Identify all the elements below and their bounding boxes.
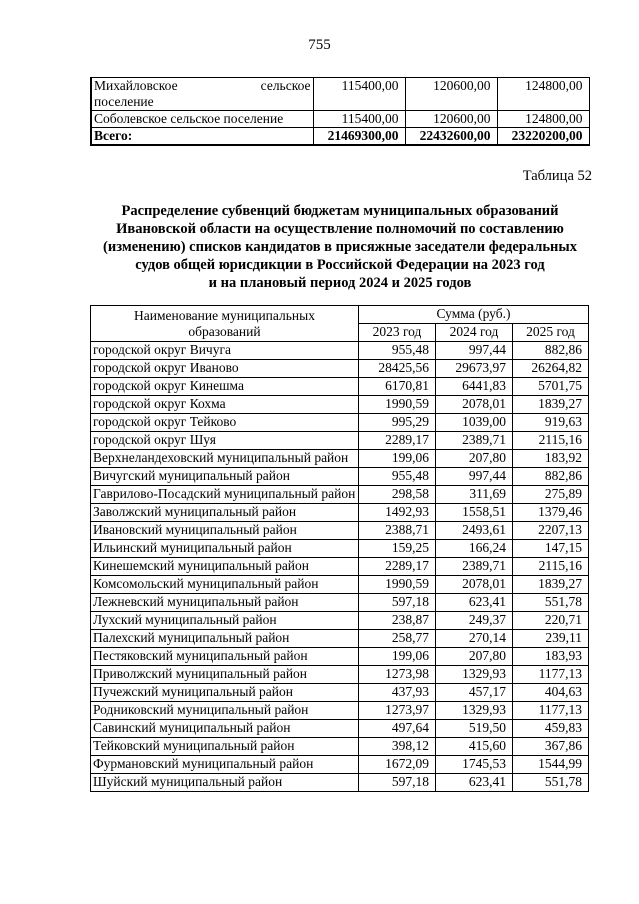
value-cell: 997,44 [436,342,513,360]
row-name-cell: Родниковский муниципальный район [91,702,359,720]
value-cell: 437,93 [359,684,436,702]
row-name-cell: городской округ Иваново [91,360,359,378]
header-name-cell [91,306,359,342]
row-name-cell: Приволжский муниципальный район [91,666,359,684]
value-cell: 551,78 [513,594,589,612]
value-cell: 497,64 [359,720,436,738]
table-row [91,738,589,756]
table-row [91,594,589,612]
table-row [91,702,589,720]
value-cell: 1039,00 [436,414,513,432]
value-cell: 398,12 [359,738,436,756]
table-row [91,504,589,522]
value-cell: 147,15 [513,540,589,558]
row-name-cell: Лухский муниципальный район [91,612,359,630]
value-cell: 6441,83 [436,378,513,396]
value-cell: 239,11 [513,630,589,648]
value-cell: 22432600,00 [405,128,497,146]
header-name-line: Наименование муниципальных [134,307,315,323]
table-row [91,432,589,450]
header-row [91,306,589,324]
value-cell: 919,63 [513,414,589,432]
row-name-cell: Ильинский муниципальный район [91,540,359,558]
value-cell: 207,80 [436,648,513,666]
value-cell: 238,87 [359,612,436,630]
year-cell: 2025 год [513,324,589,342]
row-name-cell: Пучежский муниципальный район [91,684,359,702]
value-cell: 298,58 [359,486,436,504]
value-cell: 23220200,00 [497,128,589,146]
value-cell: 2115,16 [513,432,589,450]
value-cell: 258,77 [359,630,436,648]
row-name-cell: Кинешемский муниципальный район [91,558,359,576]
value-cell: 2207,13 [513,522,589,540]
value-cell: 1990,59 [359,576,436,594]
value-cell: 1558,51 [436,504,513,522]
value-cell: 457,17 [436,684,513,702]
row-name-cell: Комсомольский муниципальный район [91,576,359,594]
page-number: 755 [308,37,331,53]
table-row [91,396,589,414]
value-cell: 597,18 [359,594,436,612]
value-cell: 5701,75 [513,378,589,396]
value-cell: 21469300,00 [313,128,405,146]
main-table [90,305,589,792]
value-cell: 29673,97 [436,360,513,378]
value-cell: 199,06 [359,450,436,468]
row-name-part: поселение [94,94,154,109]
table-row [91,450,589,468]
value-cell: 249,37 [436,612,513,630]
value-cell: 1492,93 [359,504,436,522]
table-row [91,612,589,630]
value-cell: 166,24 [436,540,513,558]
title-line: и на плановый период 2024 и 2025 годов [208,275,472,291]
year-cell: 2023 год [359,324,436,342]
row-name-cell: Соболевское сельское поселение [91,111,313,128]
title-line: судов общей юрисдикции в Российской Федерации на 2023 год [135,257,545,273]
row-name-cell: Палехский муниципальный район [91,630,359,648]
table-row [91,360,589,378]
table-row [91,558,589,576]
value-cell: 995,29 [359,414,436,432]
row-name-cell: городской округ Тейково [91,414,359,432]
table-row [91,486,589,504]
value-cell: 1839,27 [513,576,589,594]
row-name-cell: Шуйский муниципальный район [91,774,359,792]
value-cell: 1672,09 [359,756,436,774]
table-row [91,720,589,738]
table-title [80,202,600,292]
value-cell: 26264,82 [513,360,589,378]
value-cell: 519,50 [436,720,513,738]
value-cell: 415,60 [436,738,513,756]
value-cell: 955,48 [359,342,436,360]
value-cell: 6170,81 [359,378,436,396]
value-cell: 124800,00 [497,111,589,128]
row-name-cell: Пестяковский муниципальный район [91,648,359,666]
value-cell: 2493,61 [436,522,513,540]
value-cell: 2115,16 [513,558,589,576]
table-caption: Таблица 52 [522,168,592,184]
table-row [91,378,589,396]
value-cell: 367,86 [513,738,589,756]
value-cell: 955,48 [359,468,436,486]
value-cell: 404,63 [513,684,589,702]
row-name-cell: Тейковский муниципальный район [91,738,359,756]
value-cell: 597,18 [359,774,436,792]
row-name-cell: городской округ Кохма [91,396,359,414]
value-cell: 183,93 [513,648,589,666]
value-cell: 1273,98 [359,666,436,684]
value-cell: 270,14 [436,630,513,648]
value-cell: 1839,27 [513,396,589,414]
row-name-cell: городской округ Вичуга [91,342,359,360]
value-cell: 183,92 [513,450,589,468]
table-row [91,576,589,594]
row-name-cell: Всего: [91,128,313,146]
table-row [91,78,589,111]
value-cell: 159,25 [359,540,436,558]
value-cell: 2389,71 [436,558,513,576]
value-cell: 882,86 [513,342,589,360]
value-cell: 1379,46 [513,504,589,522]
title-line: Ивановской области на осуществление полномочий по составлению [116,221,564,237]
title-line: Распределение субвенций бюджетам муниципальных образований [121,203,559,219]
value-cell: 623,41 [436,774,513,792]
value-cell: 220,71 [513,612,589,630]
value-cell: 199,06 [359,648,436,666]
table-row [91,342,589,360]
value-cell: 2078,01 [436,576,513,594]
table-row [91,774,589,792]
value-cell: 1273,97 [359,702,436,720]
top-table [90,77,590,146]
value-cell: 459,83 [513,720,589,738]
table-row [91,630,589,648]
year-cell: 2024 год [436,324,513,342]
table-row [91,468,589,486]
row-name-cell: Лежневский муниципальный район [91,594,359,612]
total-row [91,128,589,146]
value-cell: 124800,00 [497,78,589,111]
title-line: (изменению) списков кандидатов в присяжные заседатели федеральных [103,239,577,255]
value-cell: 623,41 [436,594,513,612]
value-cell: 2289,17 [359,558,436,576]
row-name-cell: Верхнеландеховский муниципальный район [91,450,359,468]
row-name-cell: Гаврилово-Посадский муниципальный район [91,486,359,504]
value-cell: 120600,00 [405,111,497,128]
value-cell: 2389,71 [436,432,513,450]
row-name-cell [91,78,313,111]
value-cell: 115400,00 [313,111,405,128]
row-name-cell: городской округ Кинешма [91,378,359,396]
value-cell: 1544,99 [513,756,589,774]
value-cell: 1177,13 [513,666,589,684]
table-row [91,414,589,432]
table-row [91,648,589,666]
value-cell: 551,78 [513,774,589,792]
row-name-cell: Ивановский муниципальный район [91,522,359,540]
value-cell: 1329,93 [436,666,513,684]
table-row [91,684,589,702]
value-cell: 120600,00 [405,78,497,111]
value-cell: 115400,00 [313,78,405,111]
header-name-line: образований [188,323,261,339]
row-name-cell: Савинский муниципальный район [91,720,359,738]
row-name-cell: Вичугский муниципальный район [91,468,359,486]
row-name-part: сельское [260,78,311,93]
table-row [91,540,589,558]
value-cell: 2078,01 [436,396,513,414]
value-cell: 1745,53 [436,756,513,774]
value-cell: 207,80 [436,450,513,468]
value-cell: 2289,17 [359,432,436,450]
value-cell: 2388,71 [359,522,436,540]
value-cell: 882,86 [513,468,589,486]
value-cell: 1329,93 [436,702,513,720]
row-name-part: Михайловское [94,78,178,93]
value-cell: 1177,13 [513,702,589,720]
value-cell: 28425,56 [359,360,436,378]
value-cell: 275,89 [513,486,589,504]
row-name-cell: Фурмановский муниципальный район [91,756,359,774]
value-cell: 997,44 [436,468,513,486]
table-row [91,522,589,540]
table-row [91,666,589,684]
row-name-cell: Заволжский муниципальный район [91,504,359,522]
header-sum-cell: Сумма (руб.) [359,306,589,324]
row-name-cell: городской округ Шуя [91,432,359,450]
table-row [91,756,589,774]
value-cell: 311,69 [436,486,513,504]
value-cell: 1990,59 [359,396,436,414]
table-row [91,111,589,128]
